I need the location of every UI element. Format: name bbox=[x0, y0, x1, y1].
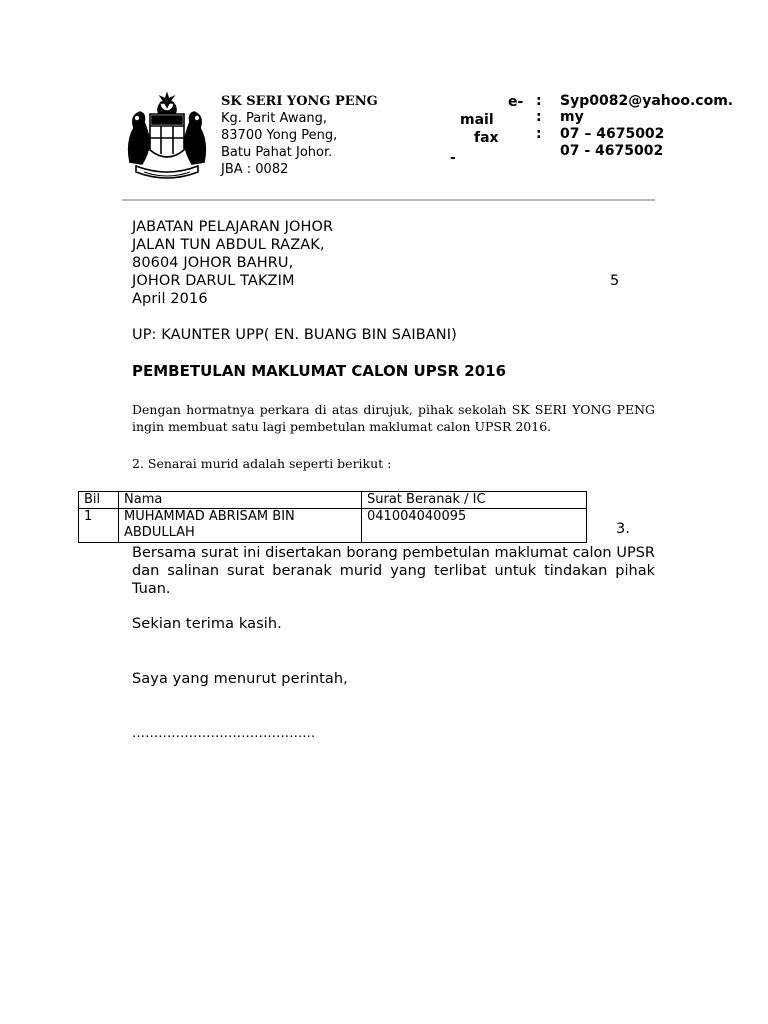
paragraph-2: 2. Senarai murid adalah seperti berikut : bbox=[132, 456, 392, 471]
recipient-line: JALAN TUN ABDUL RAZAK, bbox=[132, 237, 325, 253]
table-header-row bbox=[79, 492, 587, 509]
fax-label: fax bbox=[474, 130, 499, 146]
paragraph-3-number: 3. bbox=[616, 521, 631, 537]
student-table bbox=[78, 491, 587, 543]
jba-code: JBA : 0082 bbox=[221, 162, 289, 177]
date-month-year: April 2016 bbox=[132, 291, 208, 307]
table-cell: 041004040095 bbox=[362, 509, 587, 543]
letter-subject: PEMBETULAN MAKLUMAT CALON UPSR 2016 bbox=[132, 362, 507, 380]
phone-number: 07 – 4675002 bbox=[560, 126, 665, 142]
table-header: Bil bbox=[79, 492, 119, 509]
email-value: Syp0082@yahoo.com. bbox=[560, 93, 734, 109]
malaysia-coat-of-arms-icon bbox=[122, 92, 212, 182]
signature-line: …………………………………… bbox=[132, 726, 316, 741]
school-name: SK SERI YONG PENG bbox=[221, 94, 378, 109]
address-line: Batu Pahat Johor. bbox=[221, 145, 333, 160]
attention-line: UP: KAUNTER UPP( EN. BUANG BIN SAIBANI) bbox=[132, 327, 457, 343]
recipient-line: JOHOR DARUL TAKZIM bbox=[132, 273, 295, 289]
colon: : bbox=[536, 109, 542, 125]
colon: : bbox=[536, 126, 542, 142]
letterhead-divider bbox=[122, 199, 655, 201]
address-line: Kg. Parit Awang, bbox=[221, 111, 328, 126]
date-day: 5 bbox=[610, 273, 620, 289]
stray-dash: - bbox=[450, 150, 456, 166]
recipient-line: JABATAN PELAJARAN JOHOR bbox=[132, 219, 334, 235]
table-header: Surat Beranak / IC bbox=[362, 492, 587, 509]
email-value: my bbox=[560, 109, 584, 125]
fax-number: 07 - 4675002 bbox=[560, 143, 664, 159]
address-line: 83700 Yong Peng, bbox=[221, 128, 338, 143]
paragraph-3: Bersama surat ini disertakan borang pembetulan maklumat calon UPSR dan salinan surat beranak murid yang terlibat untuk tindakan pihak Tuan. bbox=[132, 545, 655, 597]
table-cell: 1 bbox=[79, 509, 119, 543]
table-cell: MUHAMMAD ABRISAM BIN ABDULLAH bbox=[119, 509, 362, 543]
email-label: mail bbox=[460, 112, 494, 128]
recipient-line: 80604 JOHOR BAHRU, bbox=[132, 255, 294, 271]
sign-off: Saya yang menurut perintah, bbox=[132, 671, 348, 687]
email-label: e- bbox=[508, 94, 524, 110]
closing-line: Sekian terima kasih. bbox=[132, 616, 282, 632]
paragraph-1: Dengan hormatnya perkara di atas dirujuk, pihak sekolah SK SERI YONG PENG ingin membuat satu lagi pembetulan maklumat calon UPSR 2016. bbox=[132, 402, 655, 434]
table-header: Nama bbox=[119, 492, 362, 509]
table-row bbox=[79, 509, 587, 543]
colon: : bbox=[536, 93, 542, 109]
